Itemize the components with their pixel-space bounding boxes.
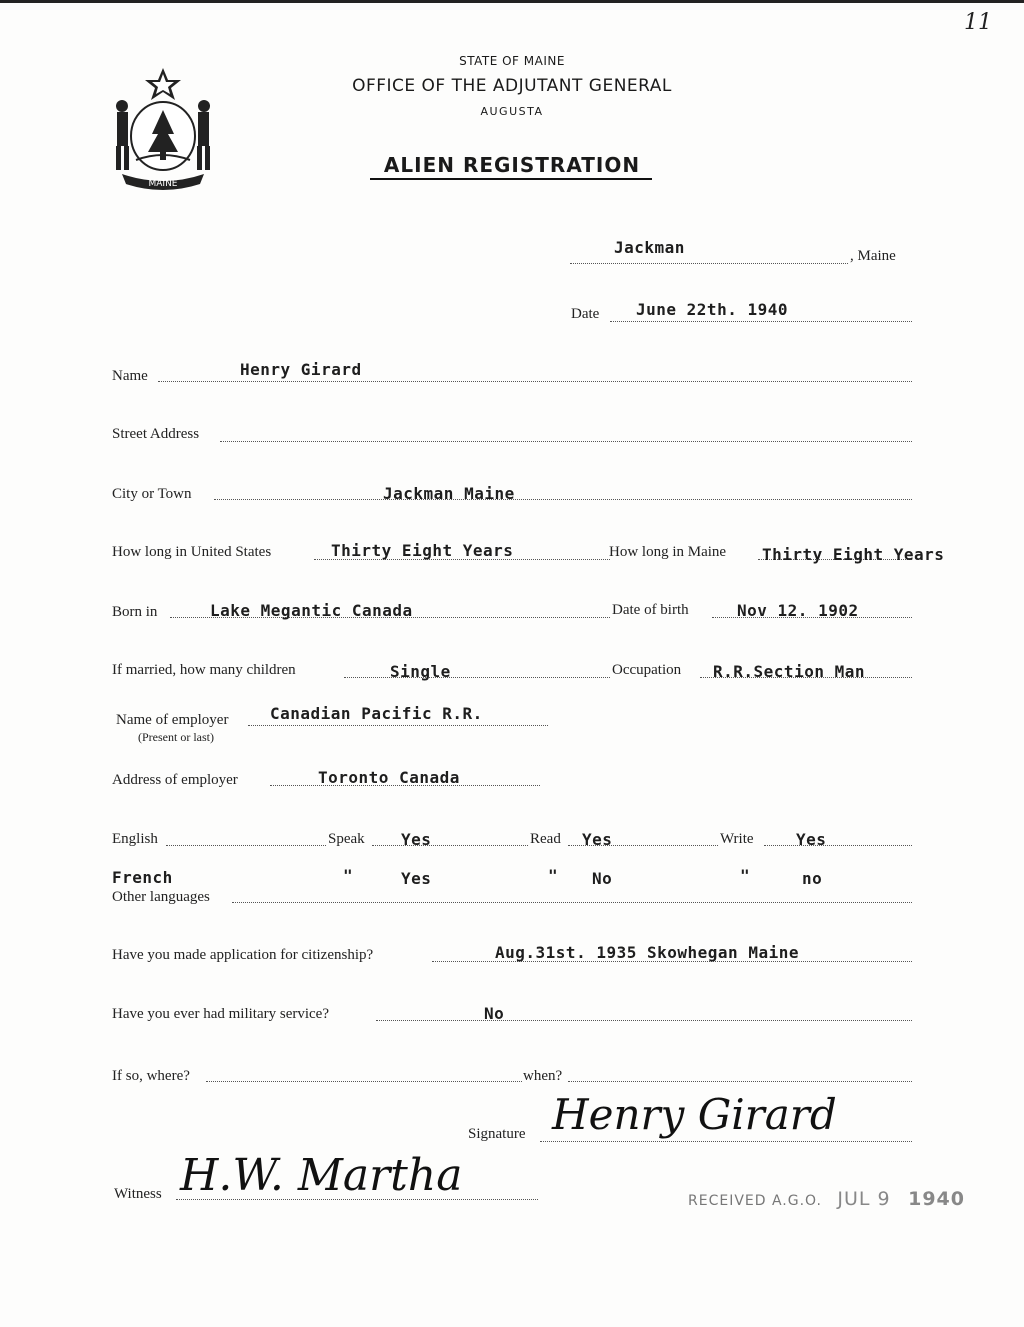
place-value: Jackman	[614, 238, 685, 257]
name-line	[158, 380, 912, 382]
city-label: City or Town	[112, 486, 192, 502]
city-value: Jackman Maine	[383, 484, 515, 503]
applicant-signature: Henry Girard	[552, 1090, 837, 1139]
when-label: when?	[523, 1068, 563, 1084]
name-label: Name	[112, 368, 148, 384]
us-years-label: How long in United States	[112, 544, 272, 560]
maine-years-label: How long in Maine	[609, 544, 727, 560]
other-languages-label: Other languages	[112, 889, 210, 905]
city-line	[214, 498, 912, 500]
place-line	[570, 262, 848, 264]
where-line	[206, 1080, 522, 1082]
maine-years-value: Thirty Eight Years	[762, 545, 945, 564]
received-stamp	[688, 1188, 965, 1210]
office-heading: OFFICE OF THE ADJUTANT GENERAL	[352, 76, 672, 96]
stamp-date: JUL 9	[837, 1188, 891, 1210]
occupation-label: Occupation	[612, 662, 682, 678]
employer-address-value: Toronto Canada	[318, 768, 460, 787]
employer-label: Name of employer	[116, 712, 229, 728]
title-underline	[370, 178, 652, 180]
us-years-value: Thirty Eight Years	[331, 541, 514, 560]
write-line	[764, 844, 912, 846]
english-label: English	[112, 831, 158, 847]
name-value: Henry Girard	[240, 360, 362, 379]
occupation-value: R.R.Section Man	[713, 662, 865, 681]
employer-sublabel: (Present or last)	[138, 730, 214, 744]
stamp-year: 1940	[908, 1188, 965, 1210]
date-value: June 22th. 1940	[636, 300, 788, 319]
when-line	[568, 1080, 912, 1082]
speak-line	[372, 844, 528, 846]
citizenship-label: Have you made application for citizenship?	[112, 947, 374, 963]
military-label: Have you ever had military service?	[112, 1006, 329, 1022]
read-label: Read	[530, 831, 561, 847]
corner-annotation: 11	[964, 10, 992, 35]
date-label: Date	[571, 306, 600, 322]
english-line	[166, 844, 326, 846]
signature-line	[540, 1140, 912, 1142]
write-ditto: "	[740, 866, 751, 885]
state-heading: STATE OF MAINE	[459, 54, 565, 68]
witness-label: Witness	[114, 1186, 162, 1202]
read-ditto: "	[548, 866, 559, 885]
other-language-value: French	[112, 868, 173, 887]
english-write-value: Yes	[796, 830, 827, 849]
where-label: If so, where?	[112, 1068, 190, 1084]
children-line	[344, 676, 610, 678]
employer-address-label: Address of employer	[112, 772, 238, 788]
military-line	[376, 1019, 912, 1021]
citizenship-value: Aug.31st. 1935 Skowhegan Maine	[495, 943, 799, 962]
other-speak-value: Yes	[401, 869, 432, 888]
street-line	[220, 440, 912, 442]
speak-ditto: "	[343, 866, 354, 885]
form-title: ALIEN REGISTRATION	[383, 153, 641, 177]
dob-label: Date of birth	[612, 602, 689, 618]
other-write-value: no	[802, 869, 823, 888]
speak-label: Speak	[328, 831, 365, 847]
children-value: Single	[390, 662, 451, 681]
employer-value: Canadian Pacific R.R.	[270, 704, 483, 723]
place-suffix: , Maine	[850, 248, 896, 264]
signature-label: Signature	[468, 1126, 526, 1142]
military-value: No	[484, 1004, 505, 1023]
born-value: Lake Megantic Canada	[210, 601, 413, 620]
city-heading: AUGUSTA	[480, 105, 544, 118]
other-languages-line	[232, 901, 912, 903]
write-label: Write	[720, 831, 754, 847]
english-speak-value: Yes	[401, 830, 432, 849]
scan-top-edge	[0, 0, 1024, 3]
other-read-value: No	[592, 869, 613, 888]
dob-value: Nov 12. 1902	[737, 601, 859, 620]
born-label: Born in	[112, 604, 158, 620]
witness-signature: H.W. Martha	[180, 1150, 463, 1201]
date-line	[610, 320, 912, 322]
children-label: If married, how many children	[112, 662, 296, 678]
svg-text:MAINE: MAINE	[148, 179, 178, 189]
street-label: Street Address	[112, 426, 200, 442]
employer-line	[248, 724, 548, 726]
stamp-text: RECEIVED A.G.O.	[688, 1193, 822, 1209]
english-read-value: Yes	[582, 830, 613, 849]
